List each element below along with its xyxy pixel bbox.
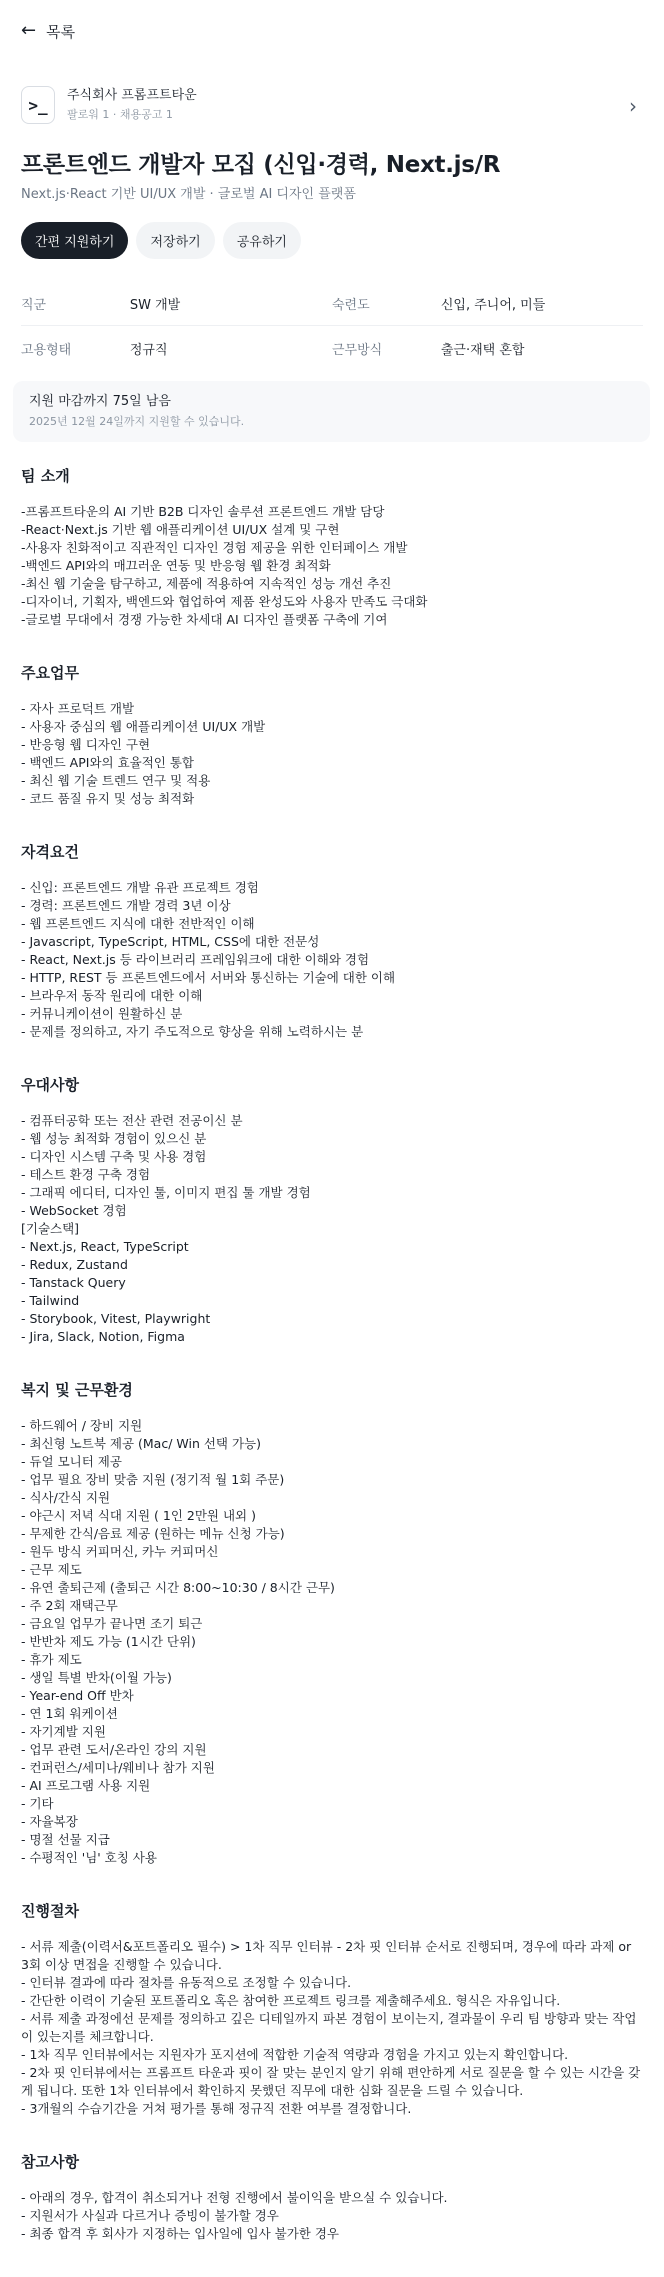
section-line: - 브라우저 동작 원리에 대한 이해 <box>21 988 203 1003</box>
section-line: - 신입: 프론트엔드 개발 유관 프로젝트 경험 <box>21 880 259 895</box>
section-line: - 웹 프론트엔드 지식에 대한 전반적인 이해 <box>21 916 255 931</box>
section-line: - 기타 <box>21 1796 54 1811</box>
section-line: - 야근시 저녁 식대 지원 ( 1인 2만원 내외 ) <box>21 1508 256 1523</box>
section-line: - 경력: 프론트엔드 개발 경력 3년 이상 <box>21 898 231 913</box>
section-paragraph: - 1차 직무 인터뷰에서는 지원자가 포지션에 적합한 기술적 역량과 경험을 가지고 있는지 확인합니다. <box>21 2047 569 2062</box>
section-line: - 최종 합격 후 회사가 지정하는 입사일에 입사 불가한 경우 <box>21 2226 339 2241</box>
section-line: - Redux, Zustand <box>21 1257 128 1272</box>
section-line: - 원두 방식 커피머신, 카누 커피머신 <box>21 1544 219 1559</box>
section-line: - 수평적인 '님' 호칭 사용 <box>21 1850 157 1865</box>
section-line: -프롬프트타운의 AI 기반 B2B 디자인 솔루션 프론트엔드 개발 담당 <box>21 504 385 519</box>
section <box>21 1075 643 1346</box>
section-title: 주요업무 <box>21 664 79 682</box>
section-line: [기술스택] <box>21 1221 80 1236</box>
deadline-title: 지원 마감까지 75일 남음 <box>29 394 171 409</box>
job-facts <box>21 281 643 371</box>
save-button[interactable]: 저장하기 <box>136 222 214 259</box>
section-line: - 무제한 간식/음료 제공 (원하는 메뉴 신청 가능) <box>21 1526 285 1541</box>
section-line: - AI 프로그램 사용 지원 <box>21 1778 151 1793</box>
section-title: 자격요건 <box>21 843 79 861</box>
section-line: - Javascript, TypeScript, HTML, CSS에 대한 전문성 <box>21 934 320 949</box>
section-line: - 반응형 웹 디자인 구현 <box>21 737 151 752</box>
back-to-list-button[interactable] <box>21 20 75 42</box>
section-line: - 듀얼 모니터 제공 <box>21 1454 122 1469</box>
section-line: - HTTP, REST 등 프론트엔드에서 서버와 통신하는 기술에 대한 이해 <box>21 970 396 985</box>
section-line: - React, Next.js 등 라이브러리 프레임워크에 대한 이해와 경험 <box>21 952 370 967</box>
chevron-right-icon: › <box>629 94 637 118</box>
section <box>21 2152 643 2243</box>
section-title: 복지 및 근무환경 <box>21 1381 133 1399</box>
section-line: - Tailwind <box>21 1293 80 1308</box>
section-paragraph: - 간단한 이력이 기술된 포트폴리오 혹은 참여한 프로젝트 링크를 제출해주세요. 형식은 자유입니다. <box>21 1993 561 2008</box>
section-line: - 업무 필요 장비 맞춤 지원 (정기적 월 1회 주문) <box>21 1472 285 1487</box>
section-paragraph: - 서류 제출 과정에선 문제를 정의하고 깊은 디테일까지 파본 경험이 보이는지, 결과물이 우리 팀 방향과 맞는 작업이 있는지를 체크합니다. <box>21 2011 637 2044</box>
section-line: - 반반차 제도 가능 (1시간 단위) <box>21 1634 196 1649</box>
employment-label: 고용형태 <box>21 343 72 358</box>
section-line: - Jira, Slack, Notion, Figma <box>21 1329 185 1344</box>
share-button[interactable]: 공유하기 <box>223 222 301 259</box>
section-line: - 자사 프로덕트 개발 <box>21 701 135 716</box>
section-paragraph: - 2차 핏 인터뷰에서는 프롬프트 타운과 핏이 잘 맞는 분인지 알기 위해 편안하게 서로 질문을 할 수 있는 시간을 갖게 됩니다. 또한 1차 인터뷰에서 확인하지 못했던 직무에 대한 심화 질문을 드릴 수 있습니다. <box>21 2065 641 2098</box>
section-line: - Next.js, React, TypeScript <box>21 1239 189 1254</box>
section-line: - 근무 제도 <box>21 1562 82 1577</box>
job-type-label: 직군 <box>21 297 47 313</box>
apply-button[interactable]: 간편 지원하기 <box>21 222 128 259</box>
section-line: - 코드 품질 유지 및 성능 최적화 <box>21 791 195 806</box>
section-line: - 최신형 노트북 제공 (Mac/ Win 선택 가능) <box>21 1436 261 1451</box>
back-label: 목록 <box>46 22 76 41</box>
employment-value: 정규직 <box>129 343 168 358</box>
section-line: - 업무 관련 도서/온라인 강의 지원 <box>21 1742 207 1757</box>
level-value: 신입, 주니어, 미들 <box>440 297 546 313</box>
deadline-note: 2025년 12월 24일까지 지원할 수 있습니다. <box>29 415 245 428</box>
section-line: -최신 웹 기술을 탐구하고, 제품에 적용하여 지속적인 성능 개선 추진 <box>21 576 392 591</box>
company-logo: >_ <box>21 86 55 124</box>
company-meta: 팔로워 1 · 채용공고 1 <box>67 108 173 121</box>
section-line: -글로벌 무대에서 경쟁 가능한 차세대 AI 디자인 플랫폼 구축에 기여 <box>21 612 388 627</box>
section-line: - 금요일 업무가 끝나면 조기 퇴근 <box>21 1616 203 1631</box>
fact-row <box>21 326 643 371</box>
section-title: 팀 소개 <box>21 467 70 485</box>
section-line: - 하드웨어 / 장비 지원 <box>21 1418 143 1433</box>
fact-row <box>21 281 643 326</box>
level-label: 숙련도 <box>332 297 370 313</box>
section <box>21 663 643 808</box>
section-line: - 컨퍼런스/세미나/웨비나 참가 지원 <box>21 1760 215 1775</box>
section-line: - 문제를 정의하고, 자기 주도적으로 향상을 위해 노력하시는 분 <box>21 1024 364 1039</box>
section-line: - 컴퓨터공학 또는 전산 관련 전공이신 분 <box>21 1113 243 1128</box>
section-line: - Year-end Off 반차 <box>21 1688 134 1703</box>
section <box>21 1380 643 1867</box>
section-title: 우대사항 <box>21 1076 79 1094</box>
job-description <box>21 466 643 2277</box>
section-line: - 지원서가 사실과 다르거나 증빙이 불가할 경우 <box>21 2208 279 2223</box>
section <box>21 1901 643 2118</box>
job-title: 프론트엔드 개발자 모집 (신입·경력, Next.js/R <box>21 152 501 178</box>
section-line: - 디자인 시스템 구축 및 사용 경험 <box>21 1149 207 1164</box>
section-line: - 식사/간식 지원 <box>21 1490 111 1505</box>
section-line: - 연 1회 워케이션 <box>21 1706 118 1721</box>
section-line: -React·Next.js 기반 웹 애플리케이션 UI/UX 설계 및 구현 <box>21 522 340 537</box>
section-paragraph: - 서류 제출(이력서&포트폴리오 필수) > 1차 직무 인터뷰 - 2차 핏 인터뷰 순서로 진행되며, 경우에 따라 과제 or 3회 이상 면접을 진행할 수 있습니다. <box>21 1939 632 1972</box>
action-buttons <box>21 222 301 259</box>
section-line: - 커뮤니케이션이 원활하신 분 <box>21 1006 183 1021</box>
section-line: - 자율복장 <box>21 1814 78 1829</box>
job-type-value: SW 개발 <box>129 297 181 313</box>
section-line: - Storybook, Vitest, Playwright <box>21 1311 211 1326</box>
section-line: - 백엔드 API와의 효율적인 통합 <box>21 755 195 770</box>
section-line: - 웹 성능 최적화 경험이 있으신 분 <box>21 1131 207 1146</box>
section-line: - 테스트 환경 구축 경험 <box>21 1167 151 1182</box>
section-line: - 명절 선물 지급 <box>21 1832 110 1847</box>
section-line: - 아래의 경우, 합격이 취소되거나 전형 진행에서 불이익을 받으실 수 있습니다. <box>21 2190 448 2205</box>
company-card[interactable] <box>21 86 643 124</box>
section-line: -백엔드 API와의 매끄러운 연동 및 반응형 웹 환경 최적화 <box>21 558 331 573</box>
company-info <box>67 87 197 123</box>
section-paragraph: - 인터뷰 결과에 따라 절차를 유동적으로 조정할 수 있습니다. <box>21 1975 352 1990</box>
work-value: 출근·재택 혼합 <box>440 343 525 358</box>
section-line: - 그래픽 에디터, 디자인 툴, 이미지 편집 툴 개발 경험 <box>21 1185 311 1200</box>
section-paragraph: - 3개월의 수습기간을 거쳐 평가를 통해 정규직 전환 여부를 결정합니다. <box>21 2101 412 2116</box>
arrow-left-icon: ← <box>21 20 37 41</box>
section-line: - 사용자 중심의 웹 애플리케이션 UI/UX 개발 <box>21 719 266 734</box>
company-name: 주식회사 프롬프트타운 <box>67 88 197 103</box>
section-line: - 주 2회 재택근무 <box>21 1598 118 1613</box>
section-line: -사용자 친화적이고 직관적인 디자인 경험 제공을 위한 인터페이스 개발 <box>21 540 408 555</box>
section <box>21 842 643 1041</box>
section-line: -디자이너, 기획자, 백엔드와 협업하여 제품 완성도와 사용자 만족도 극대화 <box>21 594 428 609</box>
section-line: - 최신 웹 기술 트렌드 연구 및 적용 <box>21 773 211 788</box>
section-line: - 휴가 제도 <box>21 1652 82 1667</box>
section-line: - 생일 특별 반차(이월 가능) <box>21 1670 172 1685</box>
work-label: 근무방식 <box>332 343 383 358</box>
section-line: - 유연 출퇴근제 (출퇴근 시간 8:00~10:30 / 8시간 근무) <box>21 1580 335 1595</box>
deadline-notice <box>13 381 650 442</box>
section-title: 진행절차 <box>21 1902 79 1920</box>
section-line: - WebSocket 경험 <box>21 1203 127 1218</box>
section <box>21 466 643 629</box>
job-subtitle: Next.js·React 기반 UI/UX 개발 · 글로벌 AI 디자인 플랫폼 <box>21 187 356 202</box>
section-line: - Tanstack Query <box>21 1275 126 1290</box>
section-title: 참고사항 <box>21 2153 79 2171</box>
section-line: - 자기계발 지원 <box>21 1724 106 1739</box>
